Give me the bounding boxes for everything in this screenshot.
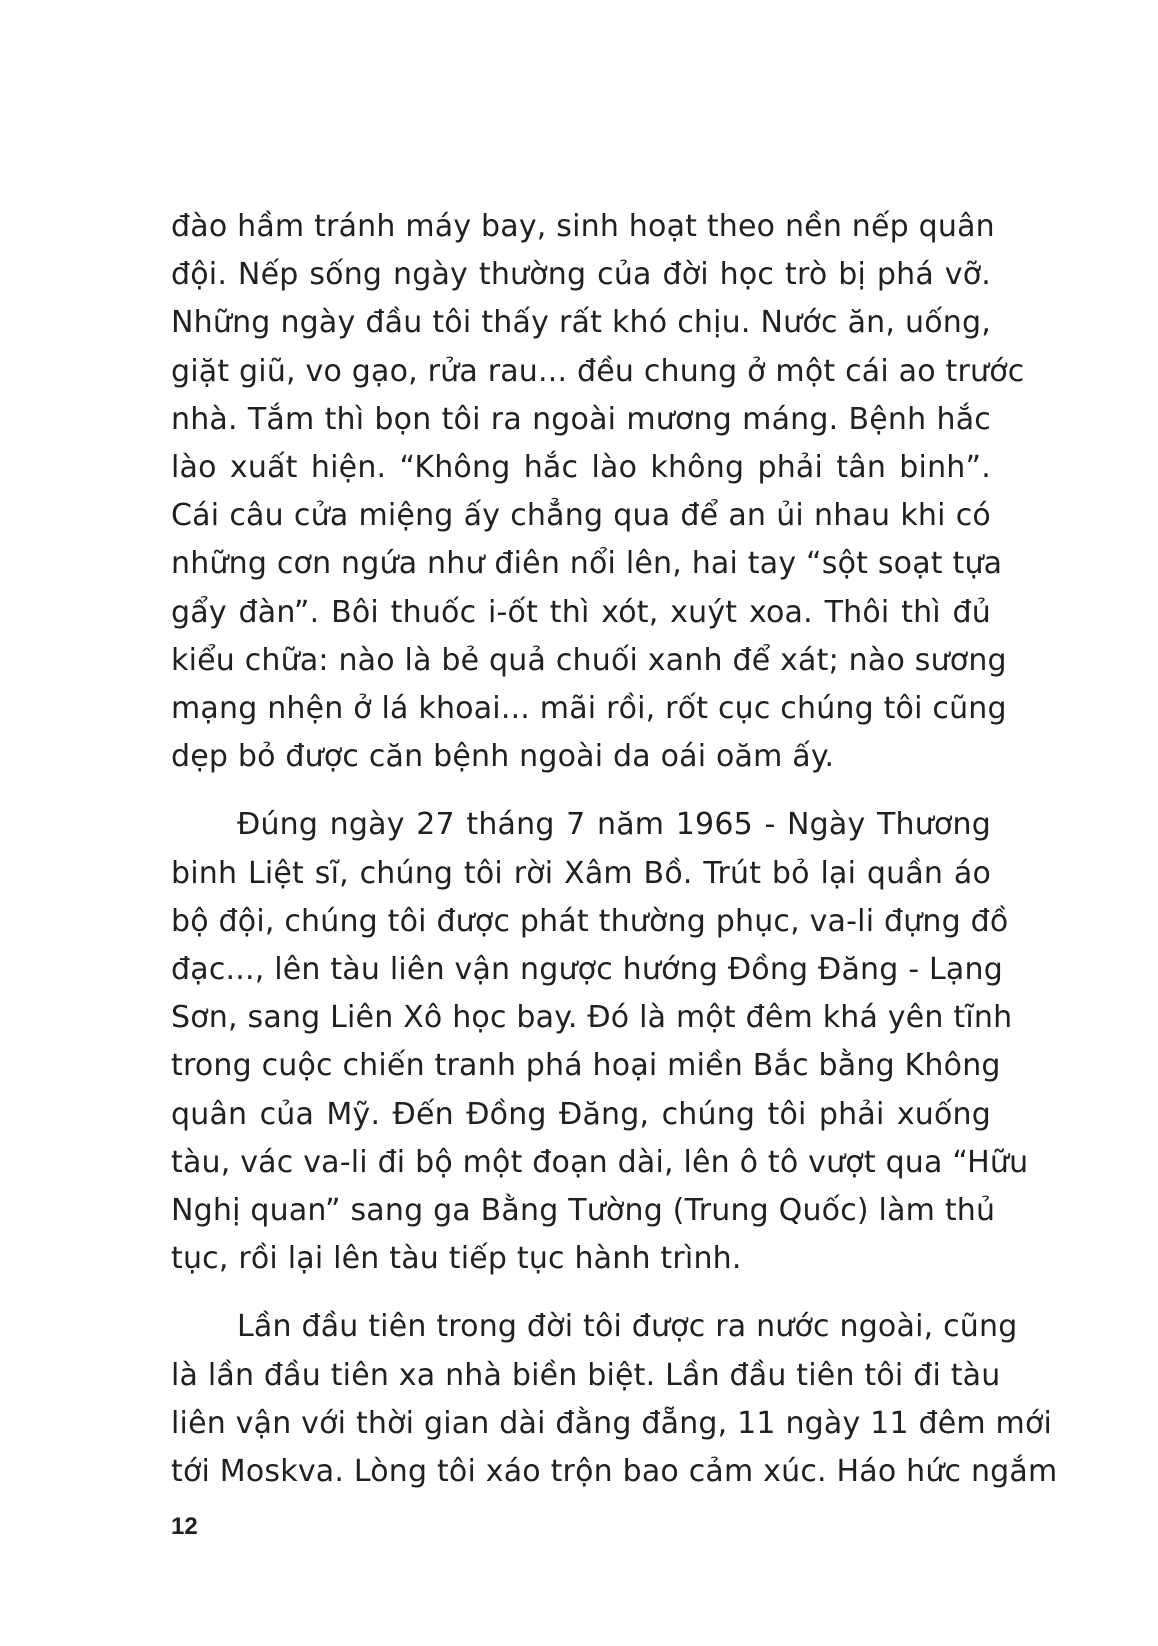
text-line: giặt giũ, vo gạo, rửa rau... đều chung ở một cái ao trước <box>171 353 1025 389</box>
text-line: đạc..., lên tàu liên vận ngược hướng Đồng Đăng - Lạng <box>171 952 1003 988</box>
text-line: tàu, vác va-li đi bộ một đoạn dài, lên ô tô vượt qua “Hữu <box>171 1144 1029 1180</box>
text-line: dẹp bỏ được căn bệnh ngoài da oái oăm ấy. <box>171 739 835 775</box>
text-line: là lần đầu tiên xa nhà biền biệt. Lần đầu tiên tôi đi tàu <box>171 1357 1001 1393</box>
text-line: bộ đội, chúng tôi được phát thường phục, va-li đựng đồ <box>171 903 1009 939</box>
text-line: quân của Mỹ. Đến Đồng Đăng, chúng tôi phải xuống <box>171 1096 991 1132</box>
paragraph <box>171 203 1025 781</box>
text-line: liên vận với thời gian dài đằng đẵng, 11 ngày 11 đêm mới <box>171 1405 1053 1441</box>
text-line: mạng nhện ở lá khoai... mãi rồi, rốt cục chúng tôi cũng <box>171 691 1007 727</box>
text-line: những cơn ngứa như điên nổi lên, hai tay “sột soạt tựa <box>171 546 1003 582</box>
text-line: Những ngày đầu tôi thấy rất khó chịu. Nước ăn, uống, <box>171 305 991 341</box>
text-line: đội. Nếp sống ngày thường của đời học trò bị phá vỡ. <box>171 257 991 293</box>
text-line: Nghị quan” sang ga Bằng Tường (Trung Quốc) làm thủ <box>171 1193 996 1229</box>
text-line: gẩy đàn”. Bôi thuốc i-ốt thì xót, xuýt xoa. Thôi thì đủ <box>171 594 991 630</box>
text-line: trong cuộc chiến tranh phá hoại miền Bắc bằng Không <box>171 1048 1001 1084</box>
text-line: Đúng ngày 27 tháng 7 năm 1965 - Ngày Thương <box>237 807 991 843</box>
body-text <box>171 203 1058 1516</box>
paragraph <box>171 1303 1058 1496</box>
text-line: binh Liệt sĩ, chúng tôi rời Xâm Bồ. Trút bỏ lại quần áo <box>171 855 991 891</box>
text-line: Lần đầu tiên trong đời tôi được ra nước ngoài, cũng <box>237 1309 1018 1345</box>
text-line: Cái câu cửa miệng ấy chẳng qua để an ủi nhau khi có <box>171 498 991 534</box>
text-line: tới Moskva. Lòng tôi xáo trộn bao cảm xúc. Háo hức ngắm <box>171 1454 1058 1490</box>
page-number: 12 <box>171 1513 198 1540</box>
text-line: kiểu chữa: nào là bẻ quả chuối xanh để xát; nào sương <box>171 642 1007 678</box>
text-line: đào hầm tránh máy bay, sinh hoạt theo nền nếp quân <box>171 209 995 244</box>
text-line: Sơn, sang Liên Xô học bay. Đó là một đêm khá yên tĩnh <box>171 1000 1013 1036</box>
text-line: tục, rồi lại lên tàu tiếp tục hành trình. <box>171 1241 742 1277</box>
text-line: lào xuất hiện. “Không hắc lào không phải tân binh”. <box>171 450 991 486</box>
paragraph <box>171 801 1029 1283</box>
text-line: nhà. Tắm thì bọn tôi ra ngoài mương máng. Bệnh hắc <box>171 401 991 437</box>
